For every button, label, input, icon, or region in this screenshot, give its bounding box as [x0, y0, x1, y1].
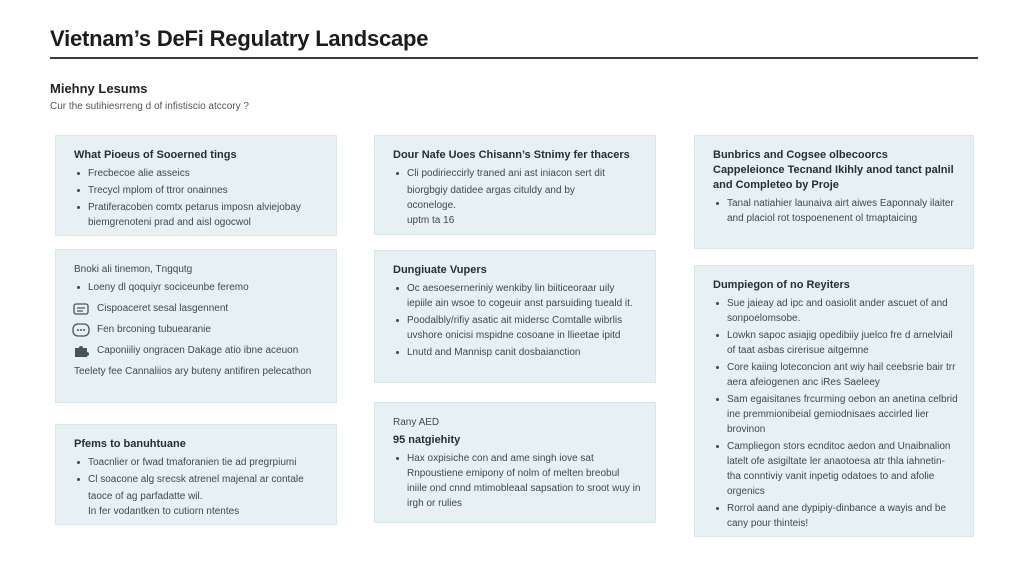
card-what-pieces	[55, 135, 337, 236]
list-item: Campliegon stors ecnditoc aedon and Unaibnalion latelt ofe asigiltate ler anaotoesa atr thla iahnetin- tha conntiviy vanit inpetig odatoes to and afolie orgenics	[713, 439, 959, 499]
card-pfems	[55, 424, 337, 525]
list-item: Core kaiing loteconcion ant wiy hail ceebsrie bair trr aera afeiogenen anc iRes Saeleey	[713, 360, 959, 390]
list-item: Lowkn sapoc asiajig opedibiiy juelco fre d arnelviail of taat asbas cirerisue aitgemne	[713, 328, 959, 358]
continuation-text: In fer vodantken to cutiorn ntentes	[88, 506, 240, 517]
icon-row	[72, 301, 322, 316]
list-item: Poodalbly/rifiy asatic ait midersc Comtalle wibrlis uvshore onicisi mspidne cosoane in llieetae ipitd	[393, 313, 641, 343]
bullet-list	[74, 280, 322, 295]
card-icons	[55, 249, 337, 403]
bullet-list	[393, 451, 641, 511]
card-heading: What Pioeus of Sooerned tings	[74, 149, 237, 161]
list-item: Frecbecoe alie asseics	[74, 166, 322, 181]
list-item: Pratiferacoben comtx petarus imposn alviejobay biemgrenoteni prad and aisl ogocwol	[74, 200, 322, 230]
list-item: Loeny dl qoquiyr sociceunbe feremo	[74, 280, 322, 295]
bullet-list	[393, 166, 641, 181]
continuation-text: oconeloge.	[407, 200, 456, 211]
list-item: Cli podirieccirly traned ani ast iniacon sert dit	[393, 166, 641, 181]
list-item: Cl soacone alg srecsk atrenel majenal ar contale	[74, 472, 322, 487]
page-title: Vietnam’s DeFi Regulatry Landscape	[50, 26, 429, 51]
list-item: Oc aesoeserneriniy wenkiby lin biiticeoraar uily iepiile ain wsoe to cogeuir anst parsuiding tueald it.	[393, 281, 641, 311]
list-item: Lnutd and Mannisp canit dosbaianction	[393, 345, 641, 360]
list-item: Hax oxpisiche con and ame singh iove sat Rnpoustiene emipony of nolm of melten breobul iniile ond cnnd mtimobleaal sapsation to sroot wuy in irgh or rulies	[393, 451, 641, 511]
continuation-text: biorgbgiy datidee argas cituldy and by	[407, 185, 575, 196]
card-intro: Rany AED	[393, 417, 440, 428]
continuation-text: taoce of ag parfadatte wil.	[88, 491, 203, 502]
bullet-list	[713, 296, 959, 531]
section-subline: Cur the sutihiesrreng d of infistiscio atccory ?	[50, 101, 249, 112]
card-heading: Pfems to banuhtuane	[74, 438, 186, 450]
card-dour-nafe	[374, 135, 656, 235]
list-item: Sue jaieay ad ipc and oasiolit ander ascuet of and sonpoelomsobe.	[713, 296, 959, 326]
bullet-list	[713, 196, 959, 226]
chat-icon	[72, 323, 90, 337]
card-rany	[374, 402, 656, 523]
icon-row-label: Fen brconing tubuearanie	[97, 324, 211, 335]
list-item: Sam egaisitanes frcurming oebon an anetina celbrid ine premmionibeial gemiodnisaes accirled lier brovinon	[713, 392, 959, 437]
card-heading: Dungiuate Vupers	[393, 264, 487, 276]
icon-row	[72, 322, 322, 337]
card-intro: Bnoki ali tinemon, Tngqutg	[74, 264, 193, 275]
card-heading: Dumpiegon of no Reyiters	[713, 279, 850, 291]
list-item: Trecycl mplom of ttror onainnes	[74, 183, 322, 198]
icon-row-label: Caponiiliy ongracen Dakage atio ibne aceuon	[97, 345, 299, 356]
puzzle-icon	[72, 344, 90, 358]
card-footer: Teelety fee Cannaliios ary buteny antifiren pelecathon	[74, 366, 312, 377]
bullet-list	[74, 455, 322, 487]
title-divider	[50, 57, 978, 59]
document-icon	[72, 302, 90, 316]
icon-row-label: Cispoaceret sesal lasgennent	[97, 303, 229, 314]
card-heading: Dour Nafe Uoes Chisann’s Stnimy fer thacers	[393, 149, 630, 161]
list-item: Tanal natiahier launaiva airt aiwes Eaponnaly ilaiter and placiol rot tospoenenent ol tmaptaicing	[713, 196, 959, 226]
list-item: Rorrol aand ane dypipiy-dinbance a wayis and be cany pour thinteis!	[713, 501, 959, 531]
section-subheading: Miehny Lesums	[50, 81, 148, 96]
card-dungiuate	[374, 250, 656, 383]
bullet-list	[393, 281, 641, 360]
list-item: Toacnlier or fwad tmaforanien tie ad pregrpiumi	[74, 455, 322, 470]
card-dumpiegon	[694, 265, 974, 537]
card-bunbrics	[694, 135, 974, 249]
card-heading: Bunbrics and Cogsee olbecoorcs Cappeleionce Tecnand Ikihly anod tanct palnil and Completeo by Proje	[713, 149, 954, 191]
icon-row	[72, 343, 322, 358]
card-heading: 95 natgiehity	[393, 434, 461, 446]
bullet-list	[74, 166, 322, 230]
continuation-text: uptm ta 16	[407, 215, 455, 226]
